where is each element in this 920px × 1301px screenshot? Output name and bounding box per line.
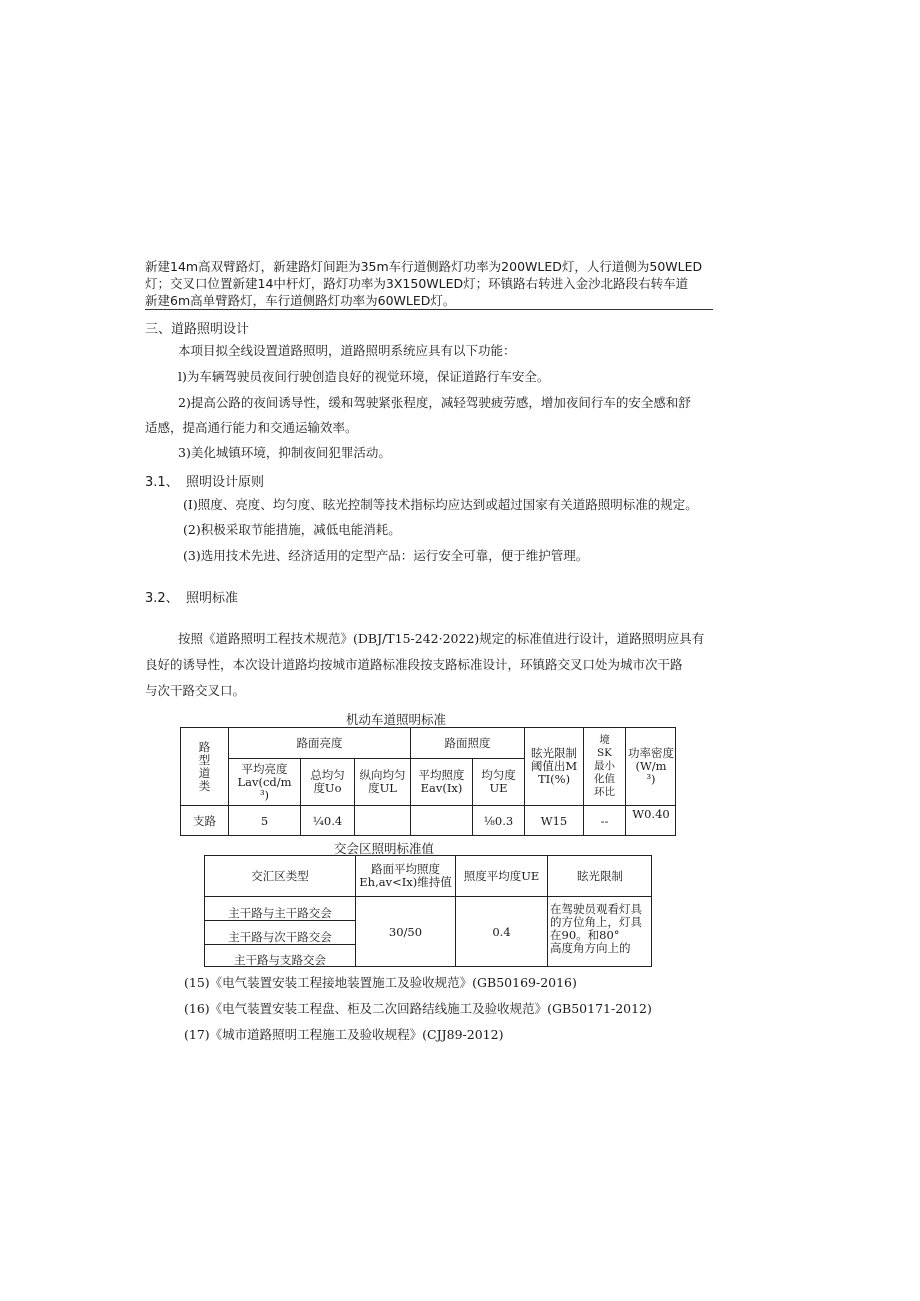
cell-illuminance-value: 30/50: [355, 896, 455, 967]
reference-15: (15)《电气装置安装工程接地装置施工及验收规范》(GB50169-2016): [184, 975, 577, 990]
reference-17: (17)《城市道路照明工程施工及验收规程》(CJJ89-2012): [184, 1027, 504, 1042]
section-3-item-1: l)为车辆驾驶员夜间行驶创造良好的视觉环境，保证道路行车安全。: [178, 369, 550, 384]
intro-line-1: 新建14m高双臂路灯，新建路灯间距为35m车行道侧路灯功率为200WLED灯，人行道侧为50WLED: [145, 259, 703, 274]
reference-16: (16)《电气装置安装工程盘、柜及二次回路结线施工及验收规范》(GB50171-2012): [184, 1001, 652, 1016]
header-eav: 平均照度 Eav(Ix): [410, 758, 472, 805]
cell-uniformity-value: 0.4: [455, 896, 547, 967]
row-trunk-secondary: 主干路与次干路交会: [204, 920, 355, 944]
intro-line-2: 灯；交叉口位置新建14中杆灯，路灯功率为3X150WLED灯；环镇路右转进入金沙北路段右转车道: [145, 276, 689, 291]
cell-ratio: --: [583, 805, 625, 836]
cell-type: 支路: [180, 805, 228, 836]
section-3-lead: 本项目拟全线设置道路照明，道路照明系统应具有以下功能：: [178, 343, 516, 358]
header-uniformity: 照度平均度UE: [455, 855, 547, 896]
section-3-title: 三、道路照明设计: [145, 322, 250, 337]
section-3-item-3: 3)美化城镇环境，抑制夜间犯罪活动。: [178, 445, 391, 460]
section-32-para-line-1: 按照《道路照明工程技术规范》(DBJ/T15-242·2022)规定的标准值进行设计，道路照明应具有: [178, 631, 705, 646]
header-glare-limit: 眩光限制: [547, 855, 652, 896]
header-glare: 眩光限制 阈值出M TI(%): [524, 727, 583, 805]
divider-line: [145, 309, 713, 310]
table-1-outline: [180, 727, 676, 836]
header-ue: 均匀度 UE: [472, 758, 524, 805]
header-road-type: 路 型 道 类: [180, 727, 228, 805]
cell-power-density: W0.40: [625, 805, 676, 836]
intro-line-3: 新建6m高单臂路灯，车行道侧路灯功率为60WLED灯。: [145, 293, 456, 308]
section-32-para-line-3: 与次干路交叉口。: [145, 683, 246, 698]
header-illuminance-group: 路面照度: [410, 727, 524, 758]
table-2-caption: 交会区照明标准值: [334, 841, 435, 856]
header-lav: 平均亮度 Lav(cd/m ³): [228, 758, 300, 805]
cell-glare-text: 在驾驶员观看灯具 的方位角上，灯具 在90。和80° 高度角方向上的: [547, 896, 652, 967]
section-31-title: 照明设计原则: [186, 475, 265, 490]
table-2-outline: [204, 855, 652, 967]
cell-ue: ⅛0.3: [472, 805, 524, 836]
header-ul: 纵向均匀 度UL: [354, 758, 410, 805]
row-trunk-branch: 主干路与支路交会: [204, 944, 355, 967]
section-31-item-1: (I)照度、亮度、均匀度、眩光控制等技术指标均应达到或超过国家有关道路照明标准的规定。: [183, 497, 698, 512]
header-avg-illuminance: 路面平均照度 Eh,av<Ix)维持值: [355, 855, 455, 896]
section-31-item-2: (2)积极采取节能措施，减低电能消耗。: [183, 522, 401, 537]
section-3-item-2-line-1: 2)提高公路的夜间诱导性，缓和驾驶紧张程度，减轻驾驶疲劳感，增加夜间行车的安全感和舒: [178, 395, 691, 410]
section-31-item-3: (3)选用技术先进、经济适用的定型产品：运行安全可靠，便于维护管理。: [183, 548, 589, 563]
section-3-item-2-line-2: 适感，提高通行能力和交通运输效率。: [145, 420, 358, 435]
row-trunk-trunk: 主干路与主干路交会: [204, 896, 355, 920]
header-ratio: 境 SK 最小 化值 环比: [583, 727, 625, 805]
section-32-title: 照明标准: [186, 591, 239, 606]
cell-glare: W15: [524, 805, 583, 836]
table-1-caption: 机动车道照明标准: [346, 712, 447, 727]
header-intersection-type: 交汇区类型: [204, 855, 355, 896]
header-luminance-group: 路面亮度: [228, 727, 410, 758]
section-32-number: 3.2、: [145, 591, 179, 606]
intersection-standard-table: [204, 855, 652, 967]
header-uo: 总均匀 度Uo: [300, 758, 354, 805]
cell-uo: ¼0.4: [300, 805, 354, 836]
cell-lav: 5: [228, 805, 300, 836]
section-32-para-line-2: 良好的诱导性，本次设计道路均按城市道路标准段按支路标准设计，环镇路交叉口处为城市次干路: [145, 657, 683, 672]
header-power-density: 功率密度 (W/m ³): [625, 727, 676, 805]
section-31-number: 3.1、: [145, 475, 179, 490]
lighting-standard-table: [180, 727, 676, 836]
